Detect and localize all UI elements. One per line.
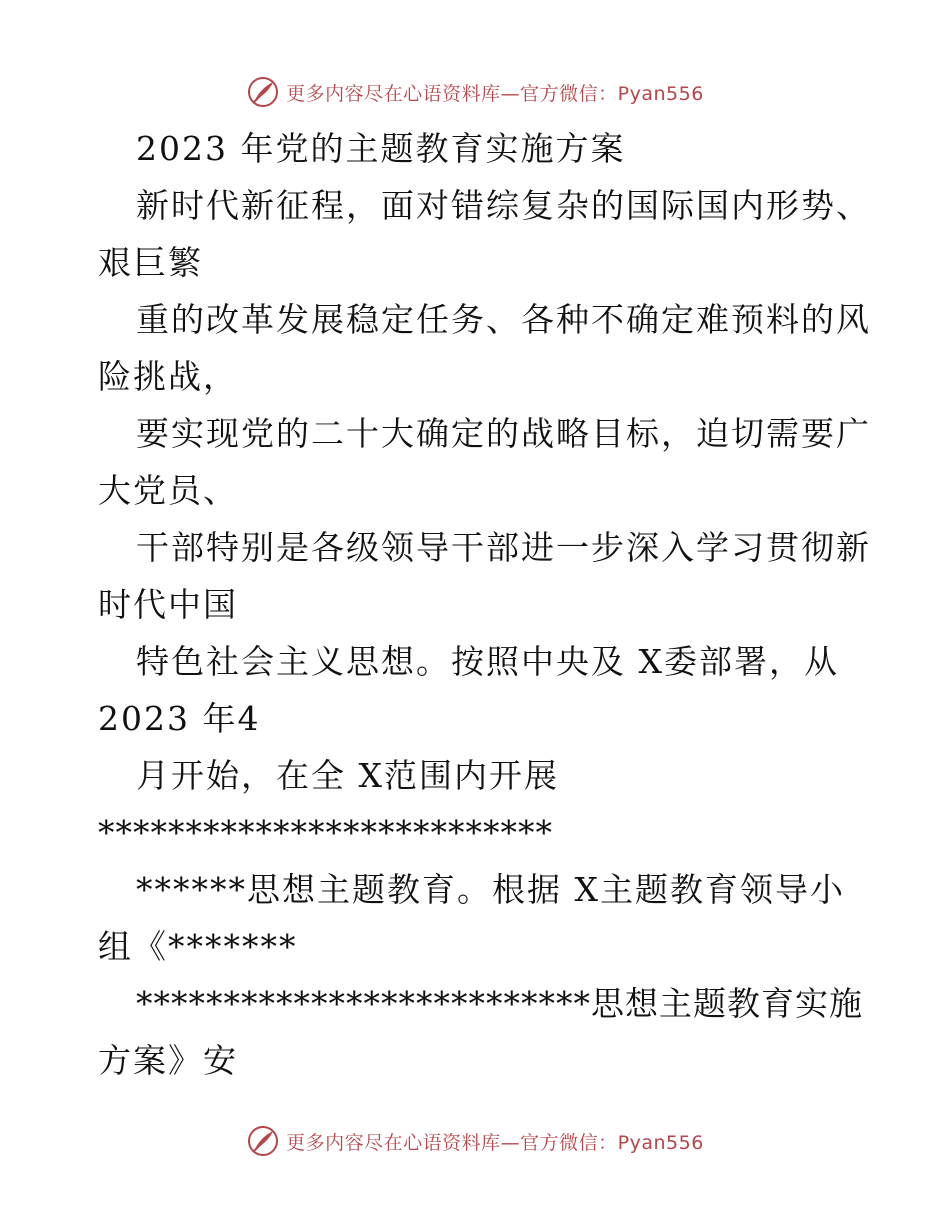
- text-line: 重的改革发展稳定任务、各种不确定难预料的风: [136, 300, 871, 339]
- text-line: **************************思想主题教育实施: [136, 984, 863, 1023]
- header-watermark: [0, 72, 950, 112]
- text-line: ******思想主题教育。根据 X主题教育领导小: [136, 870, 845, 909]
- feather-pen-logo-icon: [246, 1124, 280, 1158]
- text-line: 险挑战，: [98, 357, 238, 396]
- text-line: 特色社会主义思想。按照中央及 X委部署，从: [136, 642, 839, 681]
- text-line: 要实现党的二十大确定的战略目标，迫切需要广: [136, 414, 871, 453]
- text-line: 艰巨繁: [98, 243, 203, 282]
- watermark-text: 更多内容尽在心语资料库—官方微信：Pyan556: [286, 1131, 704, 1154]
- footer-watermark: [0, 1121, 950, 1161]
- feather-pen-logo-icon: [246, 75, 280, 109]
- document-title-line: 2023 年党的主题教育实施方案: [136, 129, 626, 168]
- watermark-text: 更多内容尽在心语资料库—官方微信：Pyan556: [286, 82, 704, 105]
- text-line: **************************: [98, 813, 553, 852]
- text-line: 时代中国: [98, 585, 238, 624]
- text-line: 方案》安: [98, 1041, 238, 1080]
- text-line: 大党员、: [98, 471, 238, 510]
- text-line: 组《*******: [98, 927, 298, 966]
- text-line: 新时代新征程，面对错综复杂的国际国内形势、: [136, 186, 871, 225]
- text-line: 2023 年4: [98, 699, 261, 738]
- document-body: [98, 120, 871, 1089]
- text-line: 月开始，在全 X范围内开展: [136, 756, 559, 795]
- text-line: 干部特别是各级领导干部进一步深入学习贯彻新: [136, 528, 871, 567]
